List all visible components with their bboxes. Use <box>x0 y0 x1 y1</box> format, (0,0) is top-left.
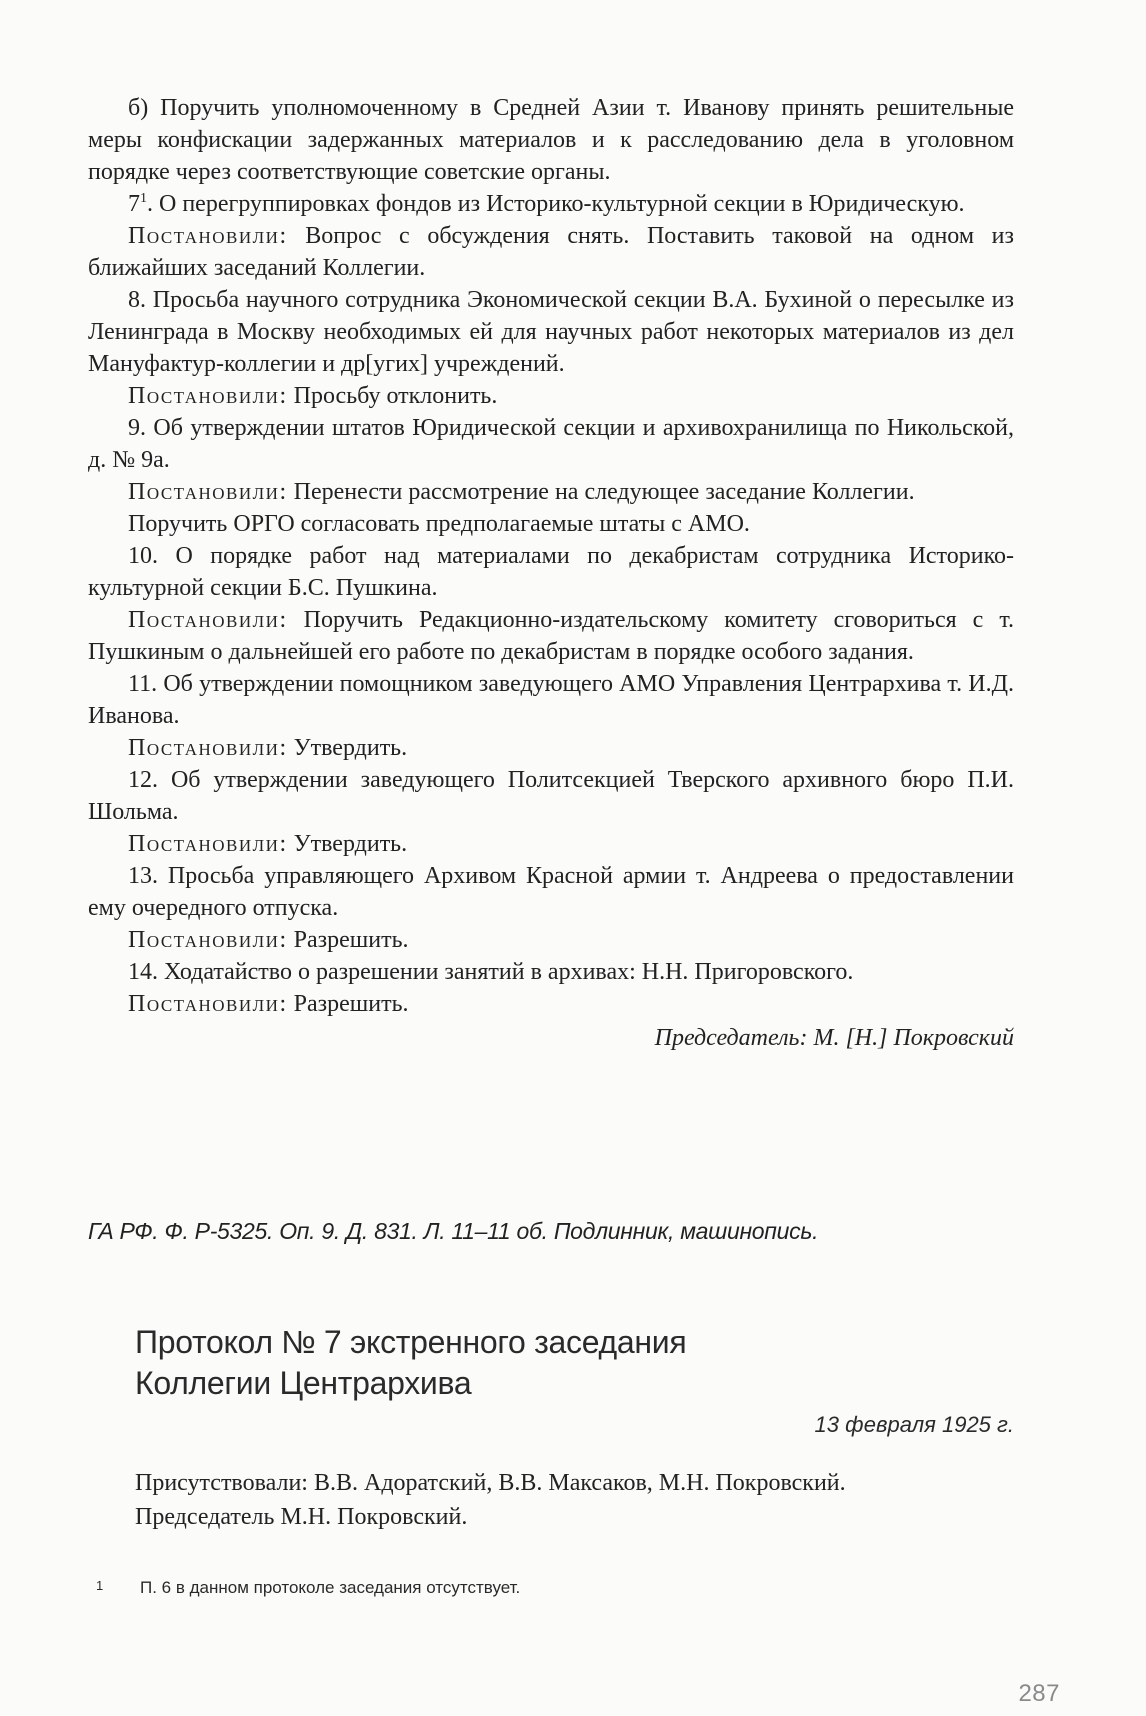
footnote <box>96 1578 520 1598</box>
resolution-7-1 <box>88 220 1014 284</box>
resolution-12 <box>88 828 1014 860</box>
resolution-11 <box>88 732 1014 764</box>
resolution-14 <box>88 988 1014 1020</box>
paragraph-item-8: 8. Просьба научного сотрудника Экономической секции В.А. Бухиной о пересылке из Ленинграда в Москву необходимых ей для научных работ некоторых материалов из дел Мануфактур-коллегии и др[угих] учреждений. <box>88 287 1014 377</box>
protocol-body-text <box>88 92 1014 1054</box>
archival-source-reference: ГА РФ. Ф. Р-5325. Оп. 9. Д. 831. Л. 11–11 об. Подлинник, машинопись. <box>88 1218 819 1244</box>
paragraph-item-10: 10. О порядке работ над материалами по декабристам сотрудника Историко-культурной секции Б.С. Пушкина. <box>88 543 1014 601</box>
item-text: . О перегруппировках фондов из Историко-культурной секции в Юридическую. <box>147 191 965 217</box>
item-number: 7 <box>128 191 140 217</box>
paragraph-item-11: 11. Об утверждении помощником заведующего АМО Управления Центрархива т. И.Д. Иванова. <box>88 671 1014 729</box>
paragraph-item-13: 13. Просьба управляющего Архивом Красной армии т. Андреева о предоставлении ему очередного отпуска. <box>88 863 1014 921</box>
resolution-8 <box>88 380 1014 412</box>
protocol-heading <box>135 1322 1015 1404</box>
resolution-text: Поручить Редакционно-издательскому комитету сговориться с т. Пушкиным о дальнейшей его работе по декабристам в порядке особого задания. <box>88 607 1014 665</box>
chairman-line: Председатель М.Н. Покровский. <box>135 1504 468 1530</box>
paragraph-item-14: 14. Ходатайство о разрешении занятий в архивах: Н.Н. Пригоровского. <box>128 959 854 985</box>
resolution-label: Постановили: <box>128 831 288 857</box>
resolution-label: Постановили: <box>128 223 288 249</box>
resolution-label: Постановили: <box>128 383 288 409</box>
resolution-text: Перенести рассмотрение на следующее заседание Коллегии. <box>287 479 915 505</box>
resolution-label: Постановили: <box>128 607 288 633</box>
paragraph-item-9: 9. Об утверждении штатов Юридической секции и архивохранилища по Никольской, д. № 9а. <box>88 415 1014 473</box>
resolution-text: Разрешить. <box>287 991 409 1017</box>
protocol-heading-line1: Протокол № 7 экстренного заседания <box>135 1324 687 1360</box>
protocol-date: 13 февраля 1925 г. <box>814 1412 1014 1437</box>
resolution-9-continued: Поручить ОРГО согласовать предполагаемые штаты с АМО. <box>128 511 750 537</box>
resolution-text: Вопрос с обсуждения снять. Поставить таковой на одном из ближайших заседаний Коллегии. <box>88 223 1014 281</box>
resolution-label: Постановили: <box>128 991 288 1017</box>
resolution-text: Утвердить. <box>287 831 408 857</box>
resolution-label: Постановили: <box>128 479 288 505</box>
chairman-signature: Председатель: М. [Н.] Покровский <box>654 1025 1014 1051</box>
present-list: Присутствовали: В.В. Адоратский, В.В. Максаков, М.Н. Покровский. <box>135 1470 846 1496</box>
footnote-ref: 1 <box>140 191 147 206</box>
resolution-10 <box>88 604 1014 668</box>
footnote-text: П. 6 в данном протоколе заседания отсутствует. <box>140 1578 521 1597</box>
resolution-text: Просьбу отклонить. <box>287 383 498 409</box>
paragraph-item-7-1 <box>88 188 1014 220</box>
resolution-9 <box>88 476 1014 508</box>
resolution-13 <box>88 924 1014 956</box>
resolution-label: Постановили: <box>128 927 288 953</box>
protocol-heading-line2: Коллегии Центрархива <box>135 1365 472 1401</box>
footnote-mark: 1 <box>96 1578 104 1593</box>
resolution-text: Утвердить. <box>287 735 408 761</box>
paragraph-item-b: б) Поручить уполномоченному в Средней Азии т. Иванову принять решительные меры конфискации задержанных материалов и к расследованию дела в уголовном порядке через соответствующие советские органы. <box>88 95 1014 185</box>
resolution-text: Разрешить. <box>287 927 409 953</box>
page-number: 287 <box>1018 1680 1060 1707</box>
paragraph-item-12: 12. Об утверждении заведующего Политсекцией Тверского архивного бюро П.И. Шольма. <box>88 767 1014 825</box>
resolution-label: Постановили: <box>128 735 288 761</box>
attendance-block <box>135 1466 1015 1534</box>
